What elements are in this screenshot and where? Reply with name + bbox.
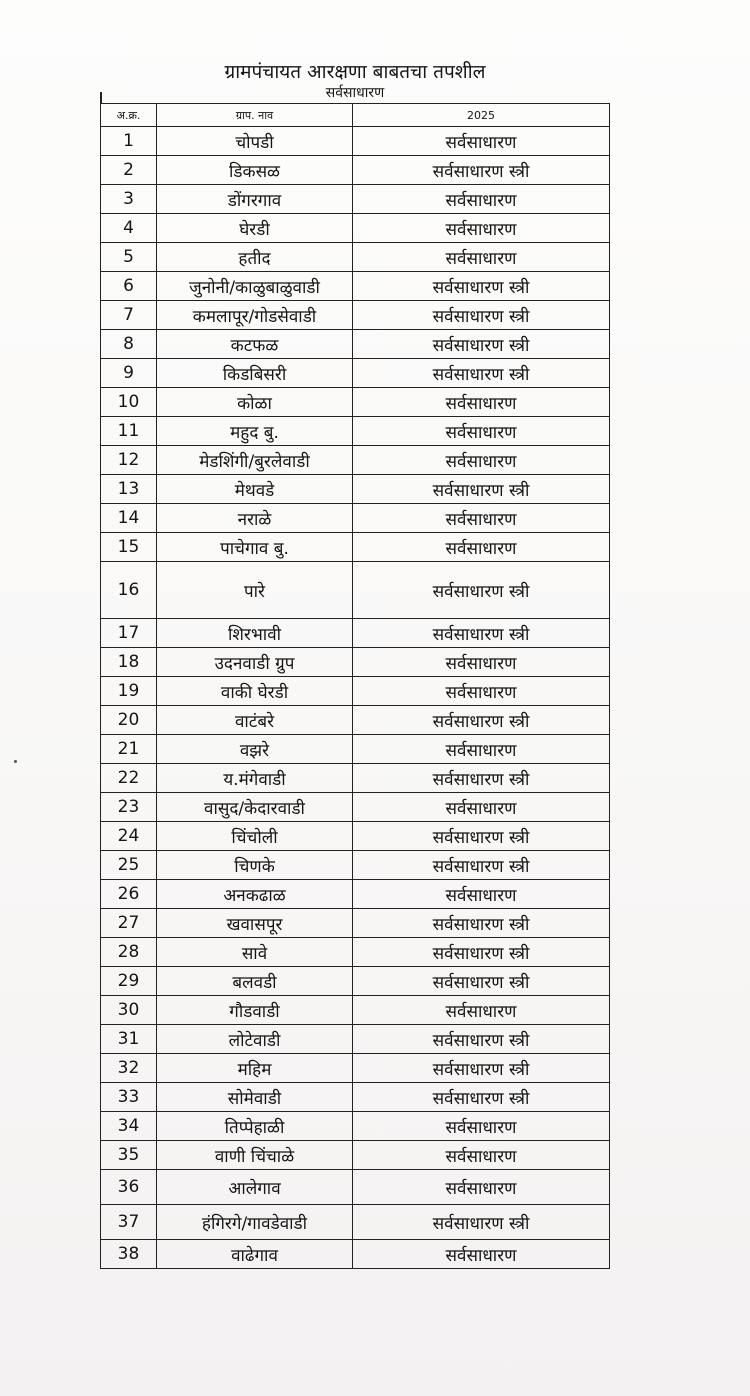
reservation-category-cell: सर्वसाधारण <box>353 214 610 243</box>
serial-number-cell: 37 <box>101 1205 157 1240</box>
table-body <box>101 127 610 1269</box>
reservation-category-cell: सर्वसाधारण <box>353 793 610 822</box>
table-row <box>101 793 610 822</box>
reservation-category-cell: सर्वसाधारण <box>353 417 610 446</box>
table-row <box>101 359 610 388</box>
reservation-category-cell: सर्वसाधारण <box>353 243 610 272</box>
reservation-category-cell: सर्वसाधारण स्त्री <box>353 909 610 938</box>
grampanchayat-name-cell: नराळे <box>157 504 353 533</box>
reservation-category-cell: सर्वसाधारण <box>353 880 610 909</box>
grampanchayat-name-cell: लोटेवाडी <box>157 1025 353 1054</box>
table-row <box>101 214 610 243</box>
table-row <box>101 1205 610 1240</box>
serial-number-cell: 3 <box>101 185 157 214</box>
serial-number-cell: 15 <box>101 533 157 562</box>
serial-number-cell: 4 <box>101 214 157 243</box>
table-row <box>101 301 610 330</box>
reservation-category-cell: सर्वसाधारण <box>353 1141 610 1170</box>
serial-number-cell: 10 <box>101 388 157 417</box>
grampanchayat-name-cell: बलवडी <box>157 967 353 996</box>
reservation-category-cell: सर्वसाधारण स्त्री <box>353 1205 610 1240</box>
table-row <box>101 706 610 735</box>
grampanchayat-name-cell: वाकी घेरडी <box>157 677 353 706</box>
grampanchayat-name-cell: डिकसळ <box>157 156 353 185</box>
serial-number-cell: 9 <box>101 359 157 388</box>
grampanchayat-name-cell: वाढेगाव <box>157 1240 353 1269</box>
table-row <box>101 938 610 967</box>
serial-number-cell: 25 <box>101 851 157 880</box>
reservation-category-cell: सर्वसाधारण <box>353 388 610 417</box>
grampanchayat-name-cell: कोळा <box>157 388 353 417</box>
reservation-category-cell: सर्वसाधारण स्त्री <box>353 301 610 330</box>
grampanchayat-name-cell: अनकढाळ <box>157 880 353 909</box>
reservation-category-cell: सर्वसाधारण स्त्री <box>353 1054 610 1083</box>
grampanchayat-name-cell: वाटंबरे <box>157 706 353 735</box>
table-row <box>101 1025 610 1054</box>
reservation-category-cell: सर्वसाधारण <box>353 996 610 1025</box>
reservation-category-cell: सर्वसाधारण <box>353 1112 610 1141</box>
grampanchayat-name-cell: वासुद/केदारवाडी <box>157 793 353 822</box>
grampanchayat-name-cell: महिम <box>157 1054 353 1083</box>
table-row <box>101 243 610 272</box>
reservation-category-cell: सर्वसाधारण <box>353 648 610 677</box>
reservation-category-cell: सर्वसाधारण <box>353 185 610 214</box>
serial-number-cell: 8 <box>101 330 157 359</box>
table-row <box>101 1170 610 1205</box>
table-row <box>101 1083 610 1112</box>
table-row <box>101 648 610 677</box>
table-row <box>101 996 610 1025</box>
table-row <box>101 1054 610 1083</box>
table-row <box>101 127 610 156</box>
reservation-table <box>100 103 610 1269</box>
grampanchayat-name-cell: घेरडी <box>157 214 353 243</box>
table-row <box>101 677 610 706</box>
table-row <box>101 822 610 851</box>
reservation-category-cell: सर्वसाधारण स्त्री <box>353 1083 610 1112</box>
grampanchayat-name-cell: उदनवाडी ग्रुप <box>157 648 353 677</box>
grampanchayat-name-cell: हतीद <box>157 243 353 272</box>
table-row <box>101 475 610 504</box>
table-row <box>101 388 610 417</box>
reservation-category-cell: सर्वसाधारण <box>353 1240 610 1269</box>
reservation-category-cell: सर्वसाधारण स्त्री <box>353 330 610 359</box>
reservation-category-cell: सर्वसाधारण <box>353 735 610 764</box>
table-row <box>101 851 610 880</box>
table-row <box>101 272 610 301</box>
serial-number-cell: 26 <box>101 880 157 909</box>
header-year: 2025 <box>353 104 610 127</box>
serial-number-cell: 2 <box>101 156 157 185</box>
serial-number-cell: 14 <box>101 504 157 533</box>
grampanchayat-name-cell: वाणी चिंचाळे <box>157 1141 353 1170</box>
serial-number-cell: 11 <box>101 417 157 446</box>
grampanchayat-name-cell: डोंगरगाव <box>157 185 353 214</box>
document-title: ग्रामपंचायत आरक्षणा बाबतचा तपशील <box>224 61 486 83</box>
header-serial-number: अ.क्र. <box>101 104 157 127</box>
serial-number-cell: 20 <box>101 706 157 735</box>
table-row <box>101 504 610 533</box>
grampanchayat-name-cell: य.मंगेवाडी <box>157 764 353 793</box>
reservation-category-cell: सर्वसाधारण स्त्री <box>353 562 610 619</box>
grampanchayat-name-cell: चोपडी <box>157 127 353 156</box>
table-header-row <box>101 104 610 127</box>
reservation-category-cell: सर्वसाधारण स्त्री <box>353 272 610 301</box>
reservation-category-cell: सर्वसाधारण स्त्री <box>353 706 610 735</box>
grampanchayat-name-cell: किडबिसरी <box>157 359 353 388</box>
table-row <box>101 967 610 996</box>
grampanchayat-name-cell: आलेगाव <box>157 1170 353 1205</box>
reservation-category-cell: सर्वसाधारण स्त्री <box>353 475 610 504</box>
table-row <box>101 185 610 214</box>
grampanchayat-name-cell: मेडशिंगी/बुरलेवाडी <box>157 446 353 475</box>
serial-number-cell: 18 <box>101 648 157 677</box>
scan-speck <box>14 760 17 763</box>
reservation-category-cell: सर्वसाधारण स्त्री <box>353 851 610 880</box>
reservation-category-cell: सर्वसाधारण स्त्री <box>353 938 610 967</box>
table-row <box>101 764 610 793</box>
grampanchayat-name-cell: पाचेगाव बु. <box>157 533 353 562</box>
reservation-category-cell: सर्वसाधारण <box>353 677 610 706</box>
reservation-category-cell: सर्वसाधारण <box>353 1170 610 1205</box>
grampanchayat-name-cell: तिप्पेहाळी <box>157 1112 353 1141</box>
table-row <box>101 1240 610 1269</box>
serial-number-cell: 36 <box>101 1170 157 1205</box>
grampanchayat-name-cell: सोमेवाडी <box>157 1083 353 1112</box>
serial-number-cell: 6 <box>101 272 157 301</box>
grampanchayat-name-cell: वझरे <box>157 735 353 764</box>
serial-number-cell: 33 <box>101 1083 157 1112</box>
serial-number-cell: 22 <box>101 764 157 793</box>
serial-number-cell: 28 <box>101 938 157 967</box>
reservation-category-cell: सर्वसाधारण स्त्री <box>353 1025 610 1054</box>
reservation-category-cell: सर्वसाधारण <box>353 533 610 562</box>
serial-number-cell: 16 <box>101 562 157 619</box>
table-row <box>101 880 610 909</box>
table-row <box>101 1141 610 1170</box>
table-row <box>101 735 610 764</box>
grampanchayat-name-cell: सावे <box>157 938 353 967</box>
grampanchayat-name-cell: शिरभावी <box>157 619 353 648</box>
serial-number-cell: 7 <box>101 301 157 330</box>
serial-number-cell: 19 <box>101 677 157 706</box>
grampanchayat-name-cell: खवासपूर <box>157 909 353 938</box>
grampanchayat-name-cell: कमलापूर/गोडसेवाडी <box>157 301 353 330</box>
reservation-category-cell: सर्वसाधारण स्त्री <box>353 967 610 996</box>
table-row <box>101 1112 610 1141</box>
grampanchayat-name-cell: कटफळ <box>157 330 353 359</box>
serial-number-cell: 34 <box>101 1112 157 1141</box>
grampanchayat-name-cell: पारे <box>157 562 353 619</box>
table-row <box>101 417 610 446</box>
reservation-category-cell: सर्वसाधारण स्त्री <box>353 619 610 648</box>
serial-number-cell: 13 <box>101 475 157 504</box>
grampanchayat-name-cell: चिणके <box>157 851 353 880</box>
serial-number-cell: 12 <box>101 446 157 475</box>
serial-number-cell: 23 <box>101 793 157 822</box>
table-row <box>101 156 610 185</box>
reservation-category-cell: सर्वसाधारण स्त्री <box>353 764 610 793</box>
table-row <box>101 909 610 938</box>
serial-number-cell: 17 <box>101 619 157 648</box>
serial-number-cell: 24 <box>101 822 157 851</box>
serial-number-cell: 32 <box>101 1054 157 1083</box>
grampanchayat-name-cell: जुनोनी/काळुबाळुवाडी <box>157 272 353 301</box>
serial-number-cell: 30 <box>101 996 157 1025</box>
grampanchayat-name-cell: मेथवडे <box>157 475 353 504</box>
serial-number-cell: 5 <box>101 243 157 272</box>
table-row <box>101 619 610 648</box>
serial-number-cell: 21 <box>101 735 157 764</box>
table-row <box>101 562 610 619</box>
grampanchayat-name-cell: चिंचोली <box>157 822 353 851</box>
document-subtitle: सर्वसाधारण <box>325 85 385 101</box>
serial-number-cell: 31 <box>101 1025 157 1054</box>
reservation-category-cell: सर्वसाधारण स्त्री <box>353 359 610 388</box>
table-row <box>101 533 610 562</box>
serial-number-cell: 29 <box>101 967 157 996</box>
reservation-category-cell: सर्वसाधारण स्त्री <box>353 822 610 851</box>
reservation-category-cell: सर्वसाधारण <box>353 446 610 475</box>
reservation-category-cell: सर्वसाधारण <box>353 127 610 156</box>
serial-number-cell: 1 <box>101 127 157 156</box>
serial-number-cell: 27 <box>101 909 157 938</box>
grampanchayat-name-cell: महुद बु. <box>157 417 353 446</box>
grampanchayat-name-cell: हंगिरगे/गावडेवाडी <box>157 1205 353 1240</box>
table-row <box>101 330 610 359</box>
grampanchayat-name-cell: गौडवाडी <box>157 996 353 1025</box>
serial-number-cell: 35 <box>101 1141 157 1170</box>
reservation-category-cell: सर्वसाधारण स्त्री <box>353 156 610 185</box>
header-grampanchayat-name: ग्राप. नाव <box>157 104 353 127</box>
serial-number-cell: 38 <box>101 1240 157 1269</box>
table-row <box>101 446 610 475</box>
reservation-category-cell: सर्वसाधारण <box>353 504 610 533</box>
